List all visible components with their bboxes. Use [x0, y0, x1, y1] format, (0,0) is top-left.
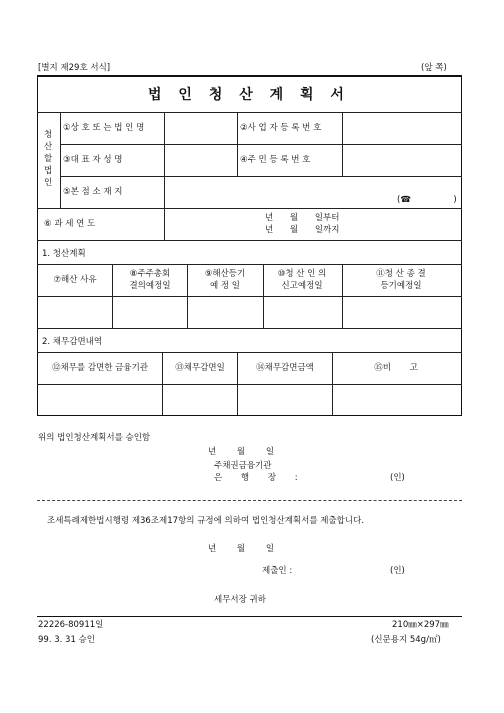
form-number: [별지 제29호 서식] [38, 63, 111, 73]
approval-seal[interactable]: (인) [390, 473, 405, 483]
phone-field[interactable]: (☎ ) [397, 195, 457, 205]
form-code: 22226-80911일 [38, 620, 104, 630]
section1-entry-row[interactable] [38, 297, 461, 327]
col-reduction-date: ⑬채무감면일 [175, 363, 225, 373]
section2-entry-row[interactable] [38, 385, 461, 414]
page-side: (앞 쪽) [421, 63, 447, 73]
address-field[interactable] [166, 178, 396, 206]
section1-title: 1. 청산계획 [42, 249, 86, 259]
tax-year-label: ⑥ 과 세 연 도 [44, 219, 96, 229]
section2-title: 2. 채무감면내역 [42, 337, 103, 347]
corp-name-field[interactable] [166, 114, 236, 142]
submitter-seal[interactable]: (인) [390, 566, 405, 576]
approval-date[interactable]: 년 월 일 [208, 447, 275, 457]
tax-year-to[interactable]: 년 월 일까지 [265, 225, 340, 235]
approval-note: 99. 3. 31 승인 [38, 635, 95, 645]
paper-type: (신문용지 54g/㎡) [371, 635, 441, 645]
submitter-field[interactable] [305, 563, 385, 577]
approval-head-label: 은 행 장 : [214, 473, 298, 483]
rep-name-label: ③대 표 자 성 명 [63, 155, 123, 165]
tax-year-from[interactable]: 년 월 일부터 [265, 213, 340, 223]
approval-bank-label: 주채권금융기관 [214, 461, 272, 471]
rep-name-field[interactable] [166, 146, 236, 174]
submission-date[interactable]: 년 월 일 [208, 544, 275, 554]
col-reduction-amount: ⑭채무감면금액 [256, 363, 314, 373]
submitter-label: 제출인 : [262, 566, 293, 576]
col-dissolution-reason: ⑦해산 사유 [53, 275, 97, 285]
resident-no-field[interactable] [344, 146, 460, 174]
approval-statement: 위의 법인청산계획서를 승인함 [38, 433, 151, 443]
resident-no-label: ④주 민 등 록 번 호 [240, 155, 311, 165]
addressee: 세무서장 귀하 [214, 595, 266, 605]
biz-no-label: ②사 업 자 등 록 번 호 [240, 123, 322, 133]
form-title: 법 인 청 산 계 획 서 [148, 87, 350, 103]
corp-name-label: ①상 호 또 는 법 인 명 [63, 123, 145, 133]
biz-no-field[interactable] [344, 114, 460, 142]
approval-divider [37, 500, 462, 501]
col-creditor-bank: ⑫채무를 감면한 금융기관 [51, 363, 149, 373]
col-remarks: ⑮비 고 [374, 363, 418, 373]
submission-statement: 조세특례제한법시행령 제36조제17항의 규정에 의하여 법인청산계획서를 제출합니다. [47, 516, 365, 526]
address-label: ⑤본 점 소 재 지 [63, 187, 123, 197]
paper-size: 210㎜×297㎜ [392, 620, 449, 630]
